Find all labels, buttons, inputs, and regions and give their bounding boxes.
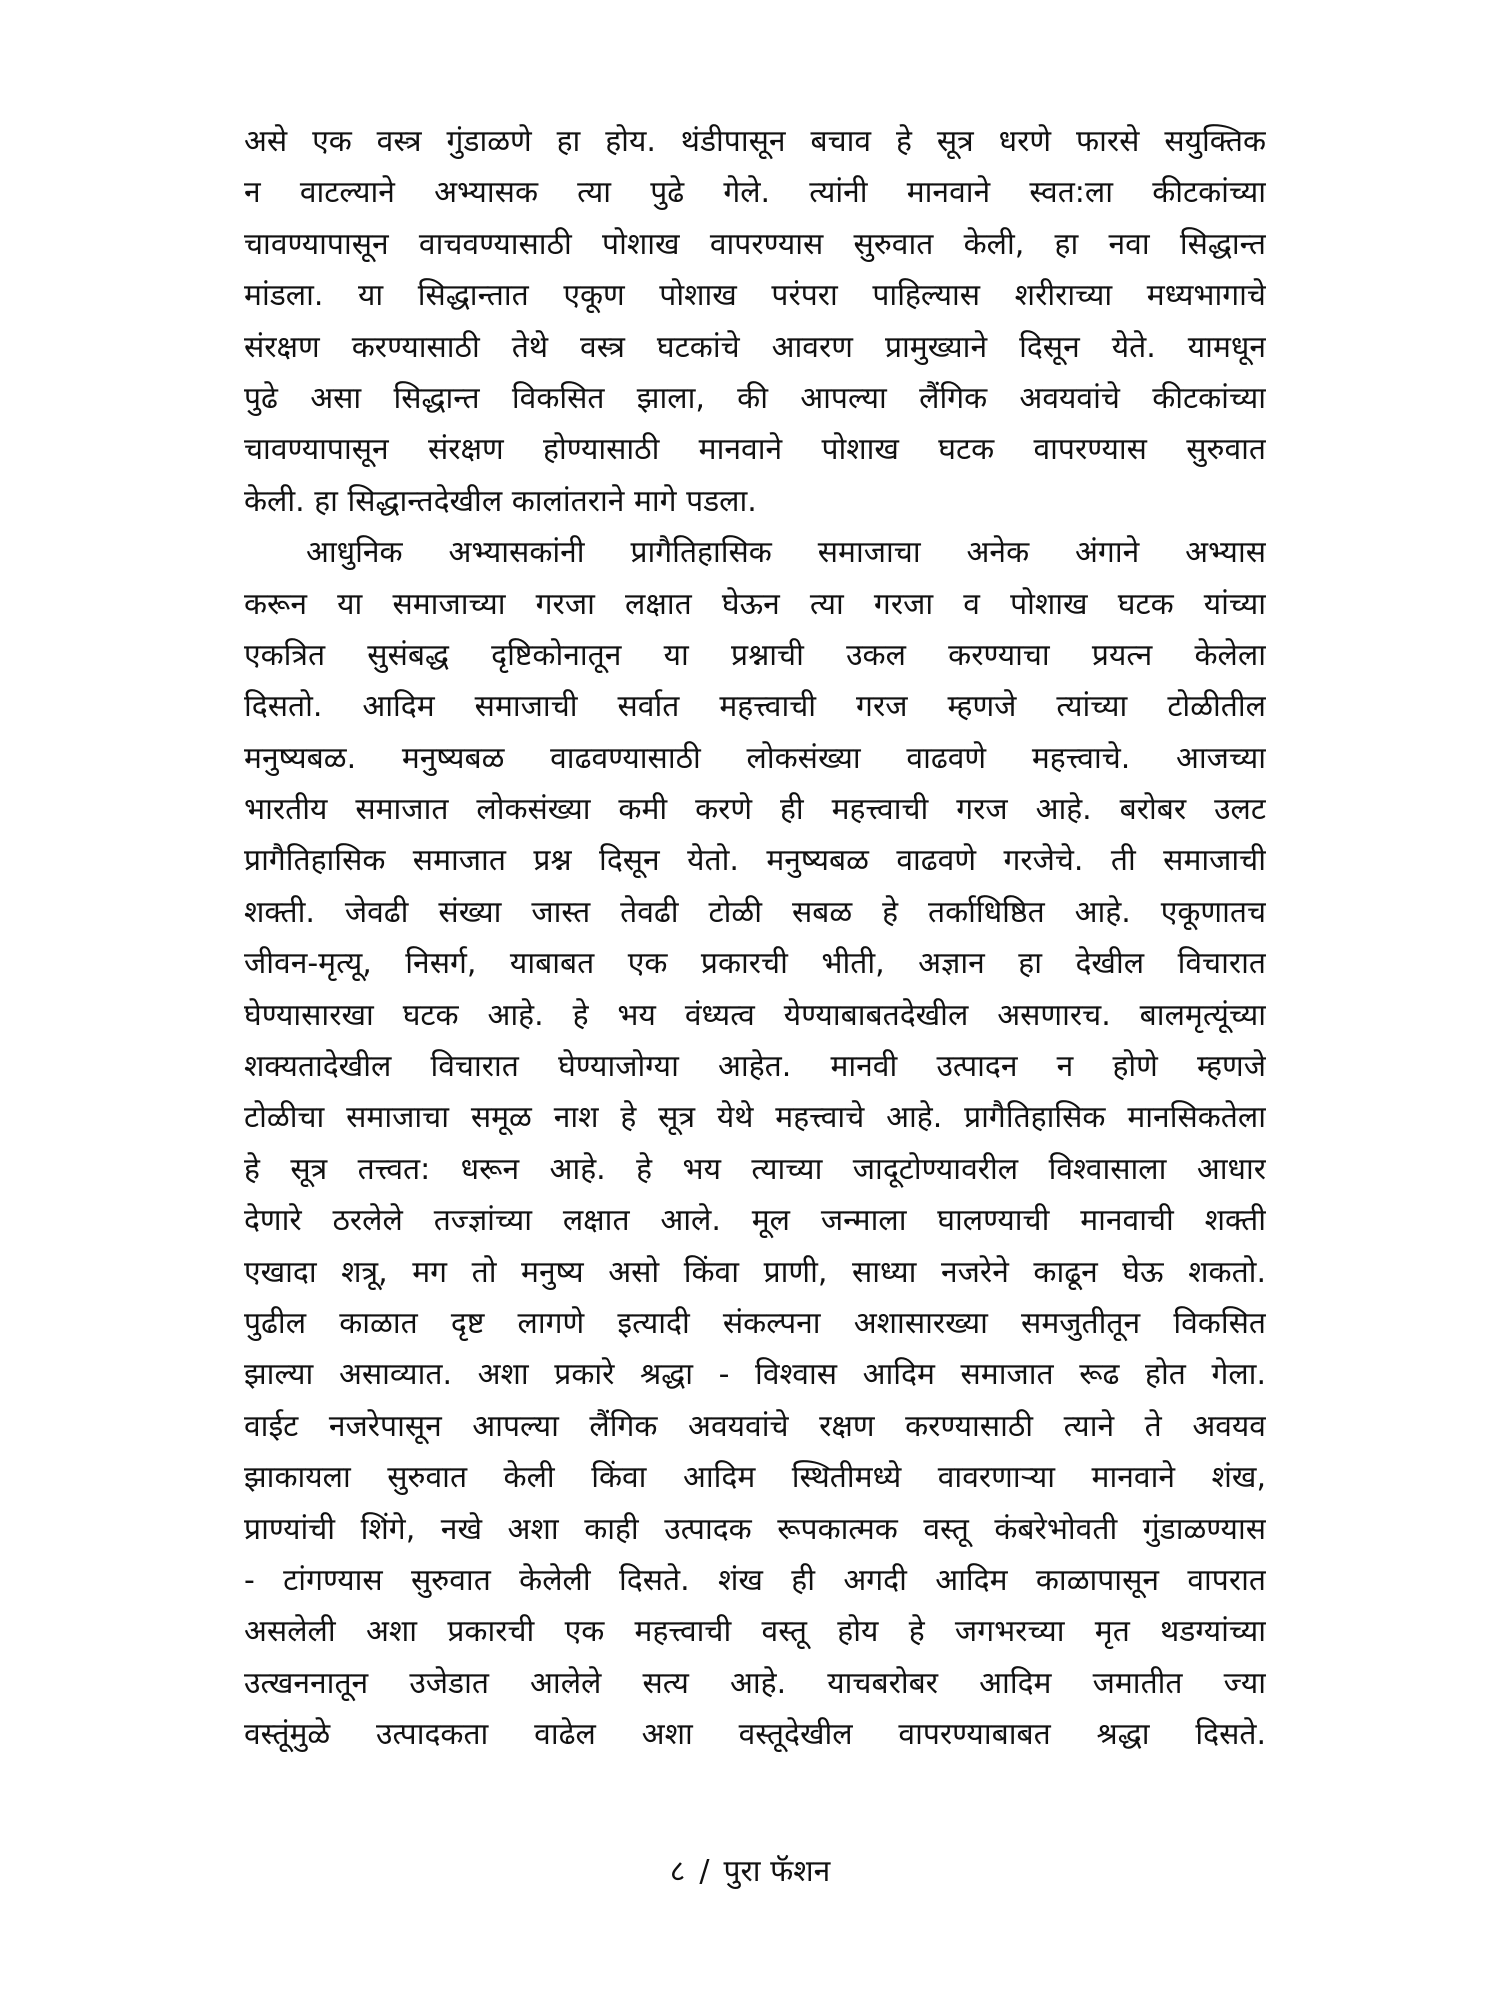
text-line: मनुष्यबळ. मनुष्यबळ वाढवण्यासाठी लोकसंख्या वाढवणे महत्त्वाचे. आजच्या [244,740,1266,776]
page-number: ८ [669,1854,686,1889]
text-line: चावण्यापासून वाचवण्यासाठी पोशाख वापरण्यास सुरुवात केली, हा नवा सिद्धान्त [244,226,1266,262]
text-line: जीवन-मृत्यू, निसर्ग, याबाबत एक प्रकारची भीती, अज्ञान हा देखील विचारात [244,946,1266,982]
text-line: असे एक वस्त्र गुंडाळणे हा होय. थंडीपासून बचाव हे सूत्र धरणे फारसे सयुक्तिक [244,124,1266,159]
text-line: भारतीय समाजात लोकसंख्या कमी करणे ही महत्त्वाची गरज आहे. बरोबर उलट [244,792,1266,828]
text-line: देणारे ठरलेले तज्ज्ञांच्या लक्षात आले. मूल जन्माला घालण्याची मानवाची शक्ती [244,1203,1266,1239]
text-line: टोळीचा समाजाचा समूळ नाश हे सूत्र येथे महत्त्वाचे आहे. प्रागैतिहासिक मानसिकतेला [244,1100,1266,1136]
text-line: घेण्यासारखा घटक आहे. हे भय वंध्यत्व येण्याबाबतदेखील असणारच. बालमृत्यूंच्या [244,997,1266,1033]
text-line: मांडला. या सिद्धान्तात एकूण पोशाख परंपरा पाहिल्यास शरीराच्या मध्यभागाचे [244,278,1266,314]
text-line: प्रागैतिहासिक समाजात प्रश्न दिसून येतो. मनुष्यबळ वाढवणे गरजेचे. ती समाजाची [244,843,1266,879]
text-line-paragraph-start: आधुनिक अभ्यासकांनी प्रागैतिहासिक समाजाचा अनेक अंगाने अभ्यास [306,535,1266,571]
text-line: दिसतो. आदिम समाजाची सर्वात महत्त्वाची गरज म्हणजे त्यांच्या टोळीतील [244,689,1266,725]
text-line: झाकायला सुरुवात केली किंवा आदिम स्थितीमध्ये वावरणाऱ्या मानवाने शंख, [244,1460,1266,1496]
text-line: पुढे असा सिद्धान्त विकसित झाला, की आपल्या लैंगिक अवयवांचे कीटकांच्या [244,380,1266,416]
text-line: एखादा शत्रू, मग तो मनुष्य असो किंवा प्राणी, साध्या नजरेने काढून घेऊ शकतो. [244,1254,1266,1290]
text-line: उत्खननातून उजेडात आलेले सत्य आहे. याचबरोबर आदिम जमातीत ज्या [244,1665,1266,1701]
footer-separator: / [699,1854,710,1889]
text-line: असलेली अशा प्रकारची एक महत्त्वाची वस्तू होय हे जगभरच्या मृत थडग्यांच्या [244,1614,1266,1650]
text-line: झाल्या असाव्यात. अशा प्रकारे श्रद्धा - विश्वास आदिम समाजात रूढ होत गेला. [244,1357,1266,1393]
text-line: प्राण्यांची शिंगे, नखे अशा काही उत्पादक रूपकात्मक वस्तू कंबरेभोवती गुंडाळण्यास [244,1511,1266,1547]
text-line: करून या समाजाच्या गरजा लक्षात घेऊन त्या गरजा व पोशाख घटक यांच्या [244,586,1266,622]
text-line: वस्तूंमुळे उत्पादकता वाढेल अशा वस्तूदेखील वापरण्याबाबत श्रद्धा दिसते. [244,1717,1266,1753]
text-line-paragraph-end: केली. हा सिद्धान्तदेखील कालांतराने मागे पडला. [244,483,757,519]
book-title: पुरा फॅशन [723,1854,831,1889]
text-line: - टांगण्यास सुरुवात केलेली दिसते. शंख ही अगदी आदिम काळापासून वापरात [244,1562,1266,1598]
text-line: हे सूत्र तत्त्वत: धरून आहे. हे भय त्याच्या जादूटोण्यावरील विश्वासाला आधार [244,1151,1266,1187]
text-line: वाईट नजरेपासून आपल्या लैंगिक अवयवांचे रक्षण करण्यासाठी त्याने ते अवयव [244,1408,1266,1444]
text-line: पुढील काळात दृष्ट लागणे इत्यादी संकल्पना अशासारख्या समजुतीतून विकसित [244,1305,1266,1341]
body-text [244,116,1266,1761]
text-line: चावण्यापासून संरक्षण होण्यासाठी मानवाने पोशाख घटक वापरण्यास सुरुवात [244,432,1266,468]
text-line: एकत्रित सुसंबद्ध दृष्टिकोनातून या प्रश्नाची उकल करण्याचा प्रयत्न केलेला [244,637,1266,673]
text-line: शक्यतादेखील विचारात घेण्याजोग्या आहेत. मानवी उत्पादन न होणे म्हणजे [244,1049,1266,1085]
text-line: संरक्षण करण्यासाठी तेथे वस्त्र घटकांचे आवरण प्रामुख्याने दिसून येते. यामधून [244,329,1266,365]
text-line: शक्ती. जेवढी संख्या जास्त तेवढी टोळी सबळ हे तर्काधिष्ठित आहे. एकूणातच [244,894,1266,930]
text-line: न वाटल्याने अभ्यासक त्या पुढे गेले. त्यांनी मानवाने स्वत:ला कीटकांच्या [244,175,1266,211]
page-footer [0,1852,1500,1892]
